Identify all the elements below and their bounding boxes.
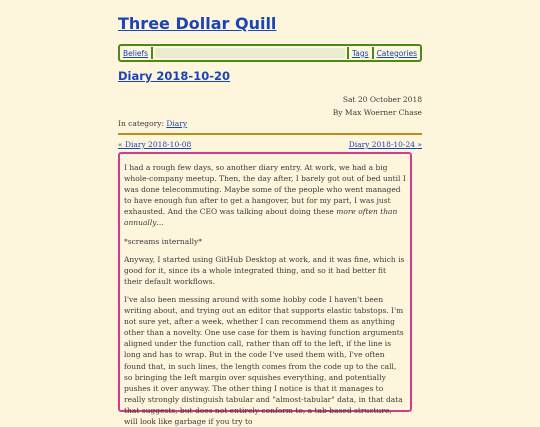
divider	[118, 133, 422, 135]
paragraph: Anyway, I started using GitHub Desktop at work, and it was fine, which is good for it, since its a whole integrated thing, and so it had better fit their default workflows.	[124, 254, 405, 286]
nav-link-beliefs[interactable]: Beliefs	[123, 48, 149, 58]
category-link[interactable]: Diary	[166, 119, 188, 128]
paragraph: *screams internally*	[124, 236, 202, 246]
emphasis: more often than annually	[124, 207, 398, 228]
nav-divider	[151, 47, 153, 59]
nav-spacer	[155, 48, 345, 58]
paragraph: I had a rough few days, so another diary entry. At work, we had a big whole-company meetup. Then, the day after, I barely got out of bed until I was done telecommuting. Maybe some of the people who went managed to have enough fun after to get a hangover, but for my part, I was just exhausted. And the CEO was talking about doing these more often than annually...	[124, 163, 406, 228]
site-title[interactable]: Three Dollar Quill	[118, 14, 277, 33]
post-title[interactable]: Diary 2018-10-20	[118, 69, 230, 83]
article-body	[118, 152, 412, 426]
nav-bar	[118, 44, 422, 62]
prev-post-link[interactable]: « Diary 2018-10-08	[118, 140, 192, 149]
category-label: In category:	[118, 119, 164, 128]
paragraph: I've also been messing around with some hobby code I haven't been writing about, and trying out an editor that supports elastic tabstops. I'm not sure yet, after a week, whether I can recommend them as anything other than a novelty. One use case for them is having function arguments aligned under the function call, rather than off to the left, if the line is long and has to wrap. But in the code I've used them with, I've often found that, in such lines, the length comes from the code up to the call, so bringing the left margin over squishes everything, and potentially pushes it over anyway. The other thing I notice is that it manages to really strongly distinguish tabular and "almost-tabular" data, in that data that suggests, but does not entirely conform to, a tab-based structure, will look like garbage if you try to	[124, 294, 404, 426]
nav-link-tags[interactable]: Tags	[351, 48, 369, 58]
post-category	[118, 119, 187, 128]
next-post-link[interactable]: Diary 2018-10-24 »	[348, 140, 422, 149]
nav-link-categories[interactable]: Categories	[376, 48, 417, 58]
post-date: Sat 20 October 2018	[342, 95, 422, 104]
post-author: By Max Woerner Chase	[332, 108, 422, 117]
